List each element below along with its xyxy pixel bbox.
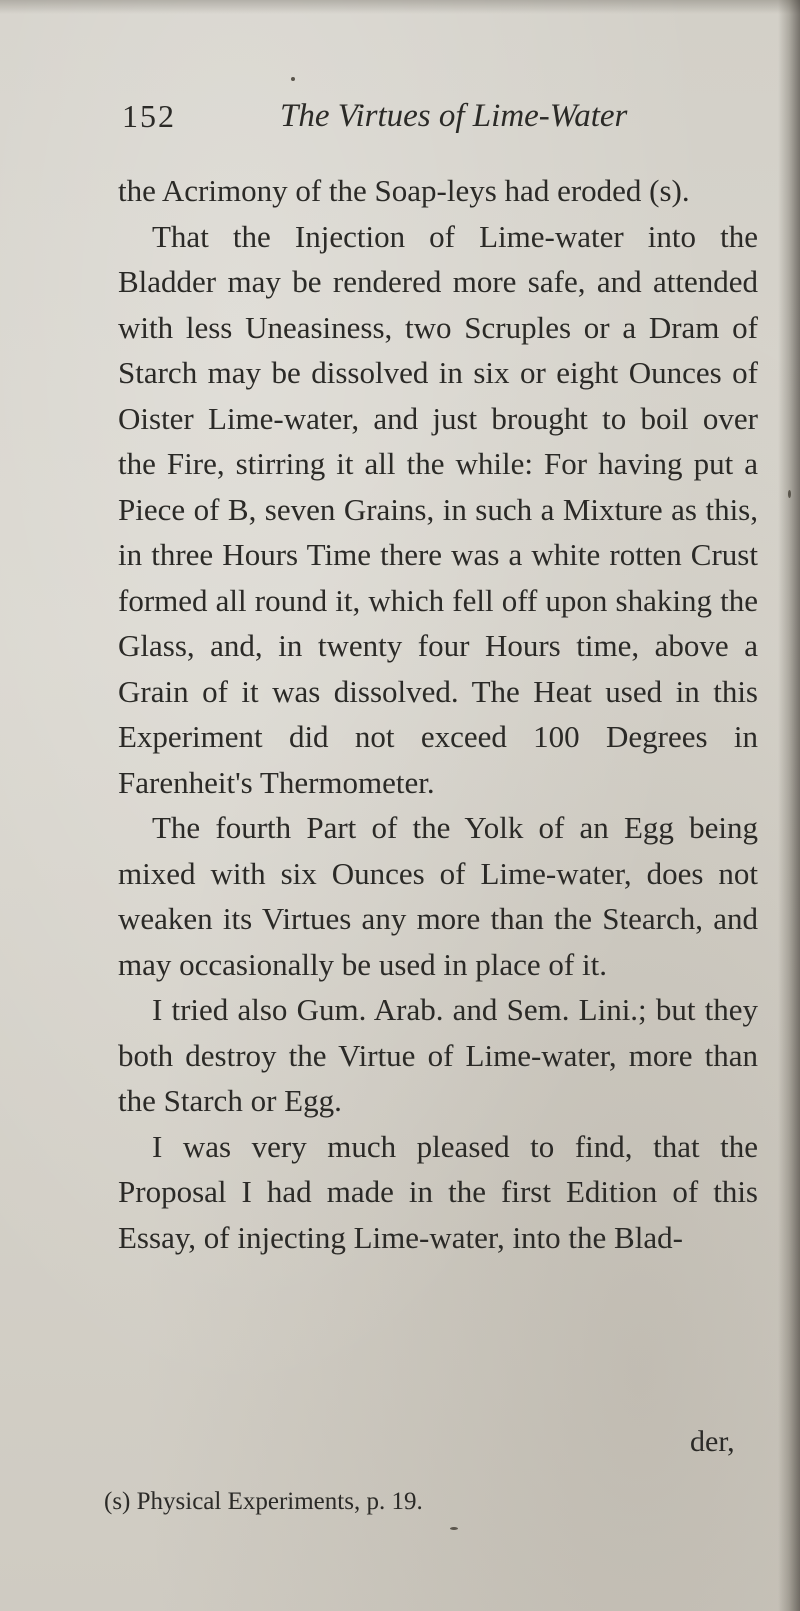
catchword: der, xyxy=(690,1425,735,1458)
paragraph-4: I tried also Gum. Arab. and Sem. Lini.; but they both destroy the Virtue of Lime-water, more than the Starch or Egg. xyxy=(118,992,758,1118)
paragraph-5: I was very much pleased to find, that the Proposal I had made in the first Edition of this Essay, of injecting Lime-water, into the Blad- xyxy=(118,1128,758,1255)
page-number: 152 xyxy=(122,98,176,134)
footnote: (s) Physical Experiments, p. 19. xyxy=(104,1488,423,1515)
paper-speck xyxy=(788,490,791,498)
running-title: The Virtues of Lime-Water xyxy=(280,98,628,134)
paragraph-2: That the Injection of Lime-water into the Bladder may be rendered more safe, and attended with less Uneasiness, two Scruples or a Dram of Starch may be dissolved in six or eight Ounces of Oister Lime-water, and just brought to boil over the Fire, stirring it all the while: For having put a Piece of B, seven Grains, in such a Mixture as this, in three Hours Time there was a white rotten Crust formed all round it, which fell off upon shaking the Glass, and, in twenty four Hours time, above a Grain of it was dissolved. The Heat used in this Experiment did not exceed 100 Degrees in Farenheit's Thermometer. xyxy=(118,218,758,800)
paper-speck xyxy=(291,77,295,81)
body-text xyxy=(118,168,758,1260)
page-shadow-top xyxy=(0,0,800,14)
page-shadow-right xyxy=(778,0,800,1611)
page-header xyxy=(122,98,712,144)
paragraph-1: the Acrimony of the Soap-leys had eroded (s). xyxy=(118,173,690,208)
paragraph-3: The fourth Part of the Yolk of an Egg being mixed with six Ounces of Lime-water, does not weaken its Virtues any more than the Stearch, and may occasionally be used in place of it. xyxy=(118,810,758,982)
paper-speck xyxy=(450,1527,458,1530)
